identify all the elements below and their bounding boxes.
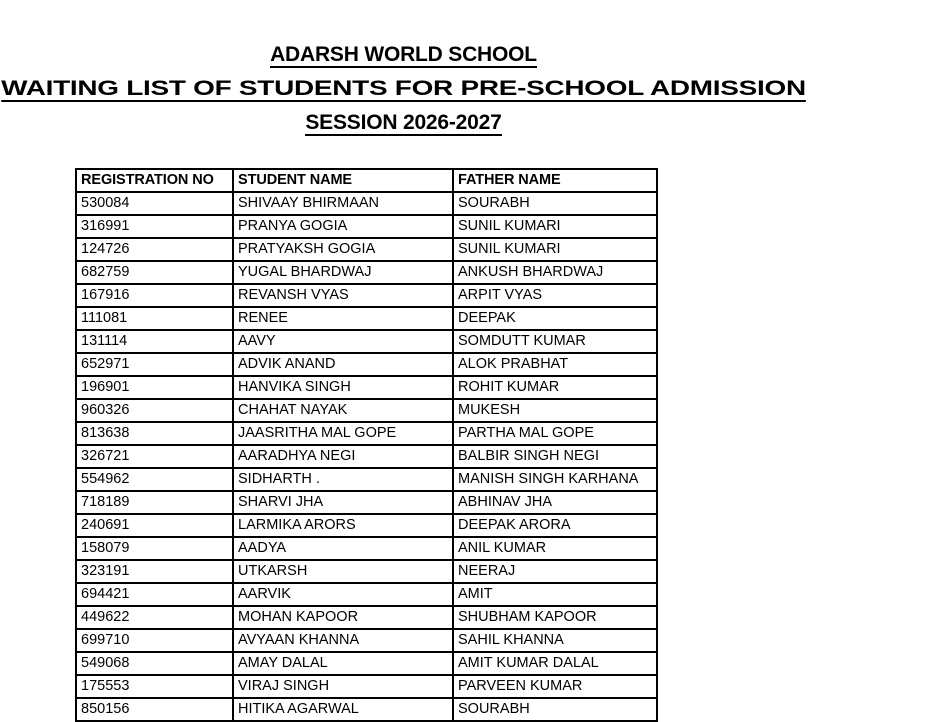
cell-student-name: SHIVAAY BHIRMAAN xyxy=(233,192,453,215)
table-row xyxy=(76,353,657,376)
table-header-row xyxy=(76,169,657,192)
cell-student-name: AAVY xyxy=(233,330,453,353)
cell-father-name: SHUBHAM KAPOOR xyxy=(453,606,657,629)
cell-student-name: MOHAN KAPOOR xyxy=(233,606,453,629)
table-row xyxy=(76,399,657,422)
cell-student-name: AARADHYA NEGI xyxy=(233,445,453,468)
cell-student-name: RENEE xyxy=(233,307,453,330)
cell-student-name: SIDHARTH . xyxy=(233,468,453,491)
table-row xyxy=(76,675,657,698)
cell-father-name: BALBIR SINGH NEGI xyxy=(453,445,657,468)
table-row xyxy=(76,330,657,353)
cell-registration-no: 694421 xyxy=(76,583,233,606)
cell-father-name: SOMDUTT KUMAR xyxy=(453,330,657,353)
cell-father-name: DEEPAK ARORA xyxy=(453,514,657,537)
column-header-father-name: FATHER NAME xyxy=(453,169,657,192)
cell-registration-no: 131114 xyxy=(76,330,233,353)
cell-father-name: DEEPAK xyxy=(453,307,657,330)
cell-student-name: LARMIKA ARORS xyxy=(233,514,453,537)
cell-student-name: PRANYA GOGIA xyxy=(233,215,453,238)
cell-student-name: VIRAJ SINGH xyxy=(233,675,453,698)
cell-father-name: ANIL KUMAR xyxy=(453,537,657,560)
document-heading xyxy=(0,0,807,136)
cell-father-name: ROHIT KUMAR xyxy=(453,376,657,399)
cell-father-name: ANKUSH BHARDWAJ xyxy=(453,261,657,284)
cell-father-name: AMIT xyxy=(453,583,657,606)
cell-registration-no: 158079 xyxy=(76,537,233,560)
cell-student-name: SHARVI JHA xyxy=(233,491,453,514)
cell-student-name: PRATYAKSH GOGIA xyxy=(233,238,453,261)
cell-student-name: AADYA xyxy=(233,537,453,560)
cell-registration-no: 652971 xyxy=(76,353,233,376)
table-row xyxy=(76,238,657,261)
table-body xyxy=(76,192,657,721)
session-title xyxy=(0,112,807,136)
cell-student-name: AMAY DALAL xyxy=(233,652,453,675)
table-row xyxy=(76,422,657,445)
cell-father-name: SAHIL KHANNA xyxy=(453,629,657,652)
admissions-table xyxy=(75,168,658,722)
cell-registration-no: 316991 xyxy=(76,215,233,238)
column-header-registration-no: REGISTRATION NO xyxy=(76,169,233,192)
column-header-student-name: STUDENT NAME xyxy=(233,169,453,192)
table-row xyxy=(76,560,657,583)
school-name-title xyxy=(0,44,807,68)
cell-father-name: MANISH SINGH KARHANA xyxy=(453,468,657,491)
table-row xyxy=(76,583,657,606)
cell-registration-no: 699710 xyxy=(76,629,233,652)
table-row xyxy=(76,307,657,330)
cell-registration-no: 682759 xyxy=(76,261,233,284)
cell-father-name: SOURABH xyxy=(453,192,657,215)
cell-registration-no: 167916 xyxy=(76,284,233,307)
table-row xyxy=(76,445,657,468)
cell-student-name: AARVIK xyxy=(233,583,453,606)
table-header xyxy=(76,169,657,192)
table-row xyxy=(76,284,657,307)
cell-father-name: PARTHA MAL GOPE xyxy=(453,422,657,445)
cell-registration-no: 124726 xyxy=(76,238,233,261)
session-title-text: SESSION 2026-2027 xyxy=(305,111,502,134)
table-row xyxy=(76,376,657,399)
table-row xyxy=(76,192,657,215)
list-subject-title xyxy=(0,78,940,102)
cell-registration-no: 718189 xyxy=(76,491,233,514)
cell-student-name: UTKARSH xyxy=(233,560,453,583)
table-row xyxy=(76,652,657,675)
cell-student-name: YUGAL BHARDWAJ xyxy=(233,261,453,284)
cell-father-name: ARPIT VYAS xyxy=(453,284,657,307)
cell-student-name: HITIKA AGARWAL xyxy=(233,698,453,721)
cell-father-name: SUNIL KUMARI xyxy=(453,238,657,261)
cell-student-name: CHAHAT NAYAK xyxy=(233,399,453,422)
cell-father-name: ALOK PRABHAT xyxy=(453,353,657,376)
cell-registration-no: 240691 xyxy=(76,514,233,537)
cell-registration-no: 175553 xyxy=(76,675,233,698)
cell-father-name: SUNIL KUMARI xyxy=(453,215,657,238)
table-row xyxy=(76,215,657,238)
cell-registration-no: 530084 xyxy=(76,192,233,215)
cell-father-name: NEERAJ xyxy=(453,560,657,583)
cell-father-name: AMIT KUMAR DALAL xyxy=(453,652,657,675)
cell-registration-no: 449622 xyxy=(76,606,233,629)
cell-student-name: REVANSH VYAS xyxy=(233,284,453,307)
table-row xyxy=(76,514,657,537)
cell-registration-no: 111081 xyxy=(76,307,233,330)
cell-registration-no: 554962 xyxy=(76,468,233,491)
cell-father-name: ABHINAV JHA xyxy=(453,491,657,514)
cell-registration-no: 813638 xyxy=(76,422,233,445)
table-row xyxy=(76,606,657,629)
table-row xyxy=(76,491,657,514)
cell-registration-no: 549068 xyxy=(76,652,233,675)
table-row xyxy=(76,698,657,721)
cell-registration-no: 960326 xyxy=(76,399,233,422)
table-row xyxy=(76,629,657,652)
admissions-table-container xyxy=(75,168,656,722)
cell-registration-no: 850156 xyxy=(76,698,233,721)
cell-student-name: HANVIKA SINGH xyxy=(233,376,453,399)
list-subject-title-text: WAITING LIST OF STUDENTS FOR PRE-SCHOOL ADMISSION xyxy=(1,77,806,100)
cell-registration-no: 326721 xyxy=(76,445,233,468)
cell-registration-no: 196901 xyxy=(76,376,233,399)
table-row xyxy=(76,468,657,491)
school-name-title-text: ADARSH WORLD SCHOOL xyxy=(270,43,537,66)
cell-father-name: MUKESH xyxy=(453,399,657,422)
cell-father-name: PARVEEN KUMAR xyxy=(453,675,657,698)
table-row xyxy=(76,537,657,560)
cell-student-name: AVYAAN KHANNA xyxy=(233,629,453,652)
table-row xyxy=(76,261,657,284)
cell-father-name: SOURABH xyxy=(453,698,657,721)
cell-registration-no: 323191 xyxy=(76,560,233,583)
cell-student-name: JAASRITHA MAL GOPE xyxy=(233,422,453,445)
cell-student-name: ADVIK ANAND xyxy=(233,353,453,376)
